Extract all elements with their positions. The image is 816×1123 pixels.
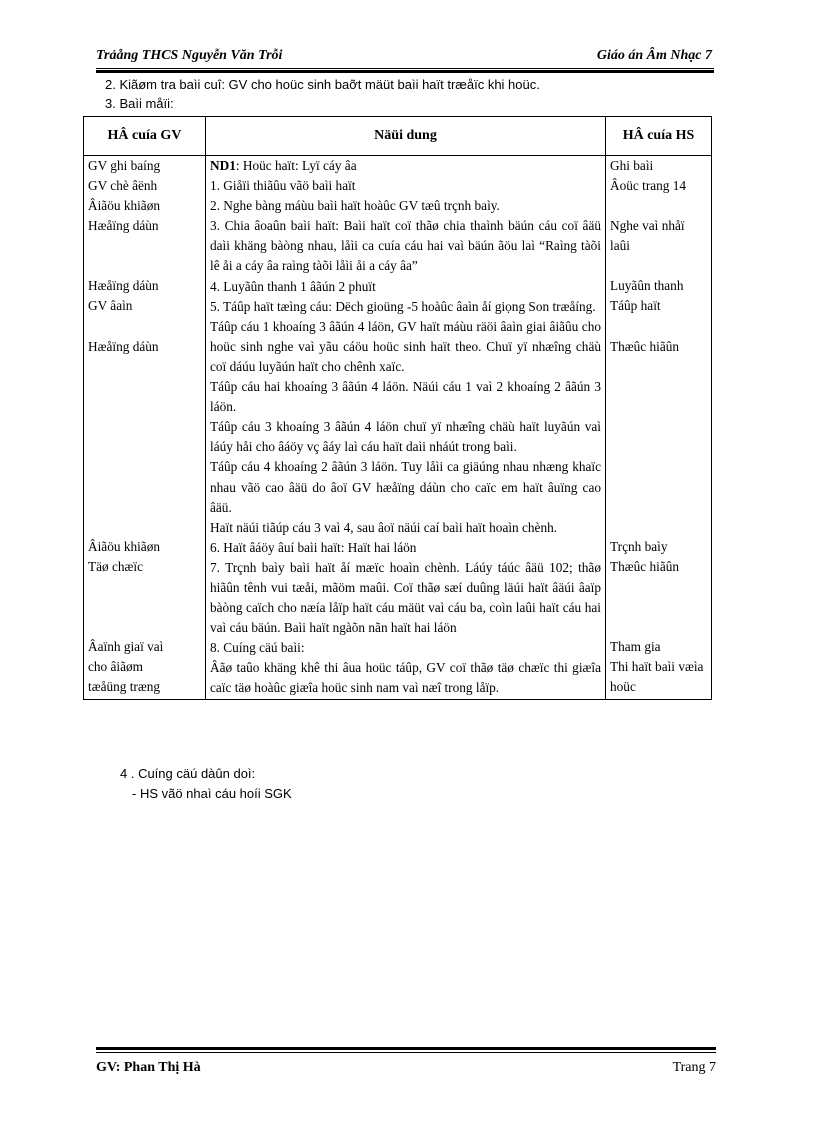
hs-spacer [610, 397, 707, 417]
hs-line: Âoüc trang 14 [610, 178, 687, 194]
content-nd1 [210, 156, 601, 176]
hs-spacer [610, 357, 707, 377]
gv-spacer [88, 497, 201, 517]
subject-title: Giáo án Âm Nhạc 7 [596, 48, 712, 63]
intro-line-2: 2. Kiãøm tra baìi cuî: GV cho hoüc sinh baỡt mäüt baìi haït træåïc khi hoüc. [105, 77, 540, 92]
footer-rule-thick [96, 1047, 716, 1050]
hs-line: Táûp haït [610, 298, 661, 314]
gv-spacer [88, 357, 201, 377]
teacher-name: GV: Phan Thị Hà [96, 1060, 201, 1075]
hs-spacer [610, 417, 707, 437]
content-paragraph: 5. Táûp haït tæìng cáu: Dëch gioüng -5 hoàûc âaìn åí giọng Son træåíng. [210, 298, 596, 314]
content-paragraph: 7. Trçnh baìy baìi haït åí mæïc hoaìn chènh. Láúy táúc âäü 102; thãø hiãûn tênh vui tæåi, mãöm maûi. Coï thãø sæí duûng läúi haït âäúi âaïp bàòng caïch cho næía låïp haït cáu mäüt vaì cáu ba, coìn laûi haït cáu hai vaì cáu bäún. Baìi haït ngàõn nãn haït hai láön [210, 559, 601, 636]
hs-spacer [610, 477, 707, 497]
content-paragraph: 2. Nghe bàng máùu baìi haït hoàûc GV tæû trçnh baìy. [210, 198, 500, 214]
content-paragraph: Táûp cáu 3 khoaíng 3 âãún 4 láön chuï yï nhæîng chäù haït luyãún vaì láúy håi cho âáöy vç âáy laì cáu haït daìi nháút trong baìi. [210, 419, 601, 455]
hs-line: Thi haït baìi væìa [610, 658, 704, 674]
hs-spacer [610, 497, 707, 517]
hs-line: Nghe vaì nhåï [610, 218, 685, 234]
hs-line: laûi [610, 238, 630, 254]
content-paragraph: 4. Luyãûn thanh 1 âãún 2 phuït [210, 278, 376, 294]
content-paragraph: Táûp cáu 1 khoaíng 3 âãún 4 láön, GV haït máùu räöi âaìn giai âiãûu cho hoüc sinh nghe vaì yãu cáöu hoüc sinh haït theo. Chuï yï nhæîng chäù coï dáúu luyãún haït cho chênh xaïc. [210, 318, 601, 374]
hs-spacer [610, 317, 707, 337]
hs-spacer [610, 196, 707, 216]
gv-spacer [88, 236, 201, 256]
gv-line: Âaïnh giaï vaì [88, 638, 164, 654]
gv-line: Hæåïng dáùn [88, 338, 159, 354]
gv-line: cho âiãøm [88, 658, 144, 674]
gv-spacer [88, 417, 201, 437]
gv-spacer [88, 617, 201, 637]
gv-spacer [88, 397, 201, 417]
lesson-table [83, 116, 712, 700]
gv-spacer [88, 577, 201, 597]
gv-column [84, 156, 206, 700]
header-rule-thick [96, 70, 714, 73]
table-row [84, 156, 712, 700]
hs-spacer [610, 457, 707, 477]
hs-line: Thæûc hiãûn [610, 338, 680, 354]
gv-line: Täø chæïc [88, 558, 144, 574]
hs-column [606, 156, 712, 700]
content-column [206, 156, 606, 700]
gv-line: Hæåïng dáùn [88, 218, 159, 234]
content-paragraph: Táûp cáu hai khoaíng 3 âãún 4 láön. Näúi cáu 1 vaì 2 khoaíng 2 âãún 3 láön. [210, 379, 601, 415]
hs-spacer [610, 437, 707, 457]
page-number: Trang 7 [672, 1060, 716, 1075]
nd1-label: ND1 [210, 158, 236, 173]
content-paragraph: 8. Cuíng cäú baìi: [210, 640, 305, 656]
intro-line-3: 3. Baìi måïi: [105, 96, 174, 111]
gv-line: Âiãöu khiãøn [88, 198, 161, 214]
page-header [96, 48, 712, 66]
after-line-4: 4 . Cuíng cäú dàûn doì: [120, 766, 256, 781]
gv-line: tæåüng træng [88, 679, 161, 695]
content-paragraph: Âãø taûo khäng khê thi âua hoüc táûp, GV coï thãø täø chæïc thi giæîa caïc täø hoàûc giæîa hoüc sinh nam vaì næî trong låïp. [210, 660, 601, 696]
hs-line: Ghi baìi [610, 158, 654, 173]
after-line-5: - HS vãö nhaì cáu hoíi SGK [132, 786, 292, 801]
nd1-text: : Hoüc haït: Lyï cáy âa [235, 158, 357, 173]
gv-line: Hæåïng dáùn [88, 278, 159, 294]
gv-spacer [88, 377, 201, 397]
hs-spacer [610, 256, 707, 276]
hs-line: Luyãûn thanh [610, 278, 684, 294]
footer-rule-thin [96, 1052, 716, 1053]
hs-spacer [610, 577, 707, 597]
gv-spacer [88, 477, 201, 497]
table-header-row [84, 117, 712, 156]
gv-line: Âiãöu khiãøn [88, 538, 161, 554]
hs-line: Trçnh baìy [610, 538, 668, 554]
content-paragraph: 6. Haït âáöy âuí baìi haït: Haït hai láön [210, 539, 417, 555]
content-paragraph: 1. Giåïi thiãûu vãö baìi haït [210, 178, 356, 194]
hs-line: Thæûc hiãûn [610, 558, 680, 574]
hs-spacer [610, 597, 707, 617]
header-hs: HÂ cuía HS [606, 117, 712, 156]
gv-spacer [88, 597, 201, 617]
hs-spacer [610, 517, 707, 537]
content-paragraph: Haït näúi tiãúp cáu 3 vaì 4, sau âoï näúi caí baìi haït hoaìn chènh. [210, 519, 558, 535]
gv-spacer [88, 437, 201, 457]
header-gv: HÂ cuía GV [84, 117, 206, 156]
gv-spacer [88, 256, 201, 276]
hs-line: hoüc [610, 679, 636, 695]
content-paragraph: 3. Chia âoaûn baìi haït: Baìi haït coï thãø chia thaình bäún cáu coï âäü daìi khäng bàòng nhau, låìi ca cuía cáu hai vaì bäún ãöu laì “Raìng tàõi lê åi a cáy âa raìng tàõi låìi åi a cáy âa” [210, 218, 601, 274]
gv-line: GV âaìn [88, 298, 133, 314]
header-rule-thin [96, 68, 714, 69]
hs-spacer [610, 617, 707, 637]
hs-spacer [610, 377, 707, 397]
content-paragraph: Táûp cáu 4 khoaíng 2 âãún 3 láön. Tuy låìi ca giäúng nhau nhæng khaïc nhau vãö cao âäü do âoï GV hæåïng dáùn cho caïc em haït âuïng cao âäü. [210, 459, 601, 515]
gv-line: GV chè âënh [88, 178, 158, 194]
gv-spacer [88, 517, 201, 537]
hs-line: Tham gia [610, 638, 661, 654]
gv-line: GV ghi baíng [88, 158, 161, 173]
gv-spacer [88, 317, 201, 337]
gv-spacer [88, 457, 201, 477]
header-content: Näüi dung [206, 117, 606, 156]
school-name: Trảång THCS Nguyễn Văn Trỗi [96, 48, 283, 63]
